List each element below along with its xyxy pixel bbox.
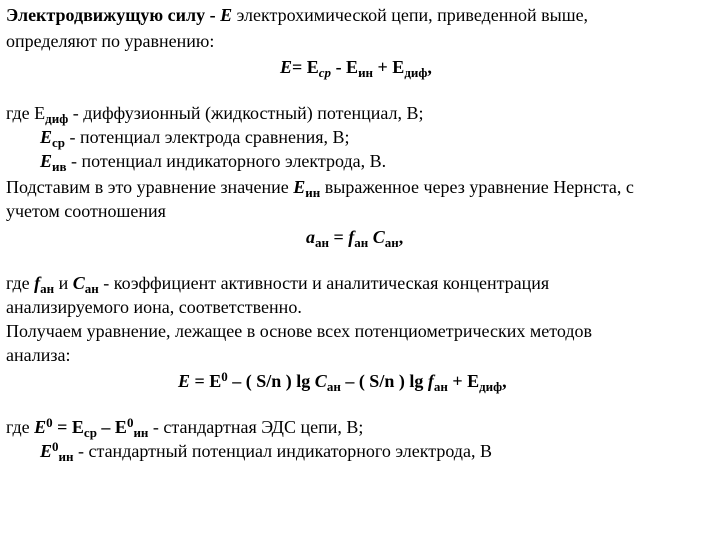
paragraph-3-line-2: анализа: (6, 345, 71, 365)
defs2-pre: где (6, 273, 35, 293)
eq1-plus: + E (373, 57, 405, 77)
defs3-pre: где (6, 417, 35, 437)
p2-E: E (293, 177, 306, 197)
defs2-text: - коэффициент активности и аналитическая концентрация (98, 273, 550, 293)
defs3-E: E (34, 417, 47, 437)
symbol-E: E (220, 5, 233, 25)
definition-cp (40, 126, 350, 148)
eq1-eq: = E (292, 57, 319, 77)
bold-lead-text: Электродвижущую силу - (6, 5, 221, 25)
eq3-comma: , (502, 371, 507, 391)
eq3-plus: + E (447, 371, 480, 391)
defs3-l2-text: - стандартный потенциал индикаторного электрода, В (73, 441, 492, 461)
eq1-comma: , (427, 57, 432, 77)
definition-E0 (6, 416, 363, 438)
eq2-f: f (348, 227, 355, 247)
eq3-C: C (314, 371, 327, 391)
definition-f-c (6, 272, 549, 294)
eq2-a-sub: ан (315, 235, 329, 250)
p2-sub: ин (305, 185, 321, 200)
eq1-sub-dif: диф (404, 65, 428, 80)
eq3-part1: – ( S/n ) lg (227, 371, 315, 391)
def1-pre: где E (6, 103, 46, 123)
eq1-sub-in: ин (358, 65, 374, 80)
defs3-l2-E: E (40, 441, 53, 461)
definition-f-c-line-2: анализируемого иона, соответственно. (6, 297, 302, 317)
text: электрохимической цепи, приведенной выше, (232, 5, 589, 25)
eq2-eq: = (329, 227, 349, 247)
equation-2 (306, 226, 403, 248)
paragraph-2-line-1 (6, 176, 634, 198)
defs2-f-sub: ан (40, 281, 55, 296)
eq3-E: E (178, 371, 191, 391)
eq3-sub-dif: диф (479, 379, 503, 394)
eq2-C: C (368, 227, 385, 247)
def2-sub: ср (52, 135, 66, 150)
eq1-minus: - E (331, 57, 359, 77)
p2-rest: выраженное через уравнение Нернста, с (320, 177, 634, 197)
paragraph-3-line-1: Получаем уравнение, лежащее в основе всех потенциометрических методов (6, 321, 592, 341)
defs2-f: f (34, 273, 41, 293)
def3-text: - потенциал индикаторного электрода, В. (66, 151, 387, 171)
eq3-f-sub: ан (433, 379, 448, 394)
p2-pre: Подставим в это уравнение значение (6, 177, 294, 197)
defs3-sup0: 0 (46, 415, 53, 430)
defs2-C: C (72, 273, 85, 293)
eq2-f-sub: ан (354, 235, 369, 250)
defs2-and: и (54, 273, 73, 293)
eq3-eq: = E (190, 371, 222, 391)
defs2-C-sub: ан (84, 281, 99, 296)
defs3-sub-in: ин (133, 425, 149, 440)
eq2-comma: , (398, 227, 404, 247)
definition-E0-in (40, 440, 492, 462)
eq1-sub-cp: ср (318, 65, 332, 80)
defs3-l2-sub: ин (58, 449, 74, 464)
defs3-eq: = E (52, 417, 84, 437)
defs3-sup0b: 0 (126, 415, 134, 430)
defs3-sub-cp: ср (83, 425, 97, 440)
defs3-text: - стандартная ЭДС цепи, В; (148, 417, 364, 437)
paragraph-2-line-2: учетом соотношения (6, 201, 166, 221)
paragraph-1-line-2: определяют по уравнению: (6, 31, 215, 51)
definition-iv (40, 150, 386, 172)
eq3-C-sub: ан (326, 379, 341, 394)
defs3-l2-sup: 0 (52, 439, 59, 454)
def2-text: - потенциал электрода сравнения, В; (65, 127, 350, 147)
equation-1 (280, 56, 432, 78)
definition-dif (6, 102, 424, 124)
eq3-sup0: 0 (221, 369, 228, 384)
eq3-f: f (427, 371, 434, 391)
defs3-minus: – E (96, 417, 127, 437)
def3-sub: ив (52, 159, 67, 174)
def2-E: E (40, 127, 53, 147)
def3-E: E (40, 151, 53, 171)
eq1-E: E (280, 57, 293, 77)
equation-3 (178, 370, 507, 392)
eq3-part2: – ( S/n ) lg (340, 371, 428, 391)
def1-sub: диф (45, 111, 69, 126)
eq2-C-sub: ан (384, 235, 399, 250)
eq2-a: a (306, 227, 315, 247)
def1-text: - диффузионный (жидкостный) потенциал, В; (68, 103, 424, 123)
paragraph-1-line-1 (6, 4, 588, 26)
